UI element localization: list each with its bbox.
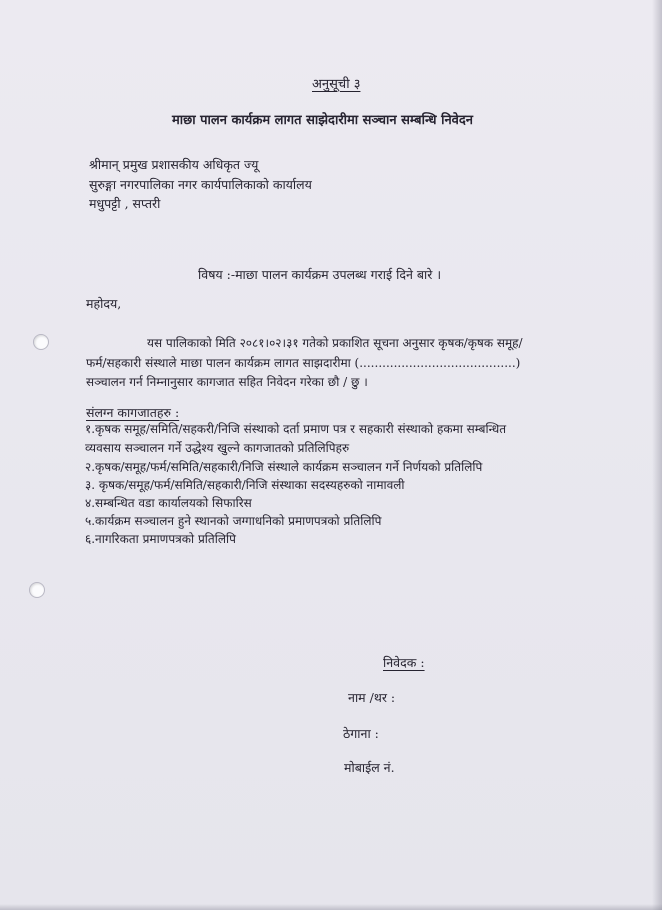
attachment-item: ४.सम्बन्धित वडा कार्यालयको सिफारिस xyxy=(85,496,252,510)
subject-line: विषय :-माछा पालन कार्यक्रम उपलब्ध गराई दिने बारे । xyxy=(198,267,442,282)
applicant-address-field: ठेगाना : xyxy=(343,726,379,741)
document-title: माछा पालन कार्यक्रम लागत साझेदारीमा सञ्चान सम्बन्धि निवेदन xyxy=(172,113,474,128)
body-line-2: फर्म/सहकारी संस्थाले माछा पालन कार्यक्रम लागत साझदारीमा (.........................................) xyxy=(86,356,521,370)
attachments-heading: संलग्न कागजातहरु : xyxy=(86,405,180,420)
body-line-1: यस पालिकाको मिति २०८१।०२।३१ गतेको प्रकाशित सूचना अनुसार कृषक/कृषक समूह/ xyxy=(147,336,523,350)
attachment-item: व्यवसाय सञ्चालन गर्ने उद्धेश्य खुल्ने कागजातको प्रतिलिपिहरु xyxy=(85,441,350,455)
punch-hole-bottom xyxy=(29,582,45,598)
page-bottom-shadow xyxy=(0,904,662,910)
attachment-item: २.कृषक/समूह/फर्म/समिति/सहकारी/निजि संस्थाले कार्यक्रम सञ्चालन गर्ने निर्णयको प्रतिलिपि xyxy=(85,460,483,474)
recipient-line-2: सुरुङ्गा नगरपालिका नगर कार्यपालिकाको कार्यालय xyxy=(89,177,312,192)
punch-hole-top xyxy=(33,334,49,350)
attachment-item: ६.नागरिकता प्रमाणपत्रको प्रतिलिपि xyxy=(85,532,236,546)
body-line-3: सञ्चालन गर्न निम्नानुसार कागजात सहित निवेदन गरेका छौ / छु । xyxy=(86,375,368,389)
page-edge-shadow xyxy=(652,0,662,910)
recipient-line-1: श्रीमान् प्रमुख प्रशासकीय अधिकृत ज्यू xyxy=(89,157,259,172)
applicant-name-field: नाम /थर : xyxy=(348,690,396,705)
applicant-mobile-field: मोबाईल नं. xyxy=(344,760,395,775)
attachment-item: ३. कृषक/समूह/फर्म/समिति/सहकारी/निजि संस्थाका सदस्यहरुको नामावली xyxy=(85,478,405,492)
annex-label: अनुसूची ३ xyxy=(312,77,361,92)
attachment-item: १.कृषक समूह/समिति/सहकरी/निजि संस्थाको दर्ता प्रमाण पत्र र सहकारी संस्थाको हकमा सम्बन्धित xyxy=(85,422,507,436)
salutation: महोदय, xyxy=(86,296,122,311)
recipient-line-3: मधुपट्टी , सप्तरी xyxy=(89,196,161,211)
applicant-heading: निवेदक : xyxy=(383,655,425,670)
attachment-item: ५.कार्यक्रम सञ्चालन हुने स्थानको जग्गाधनिको प्रमाणपत्रको प्रतिलिपि xyxy=(85,514,382,528)
